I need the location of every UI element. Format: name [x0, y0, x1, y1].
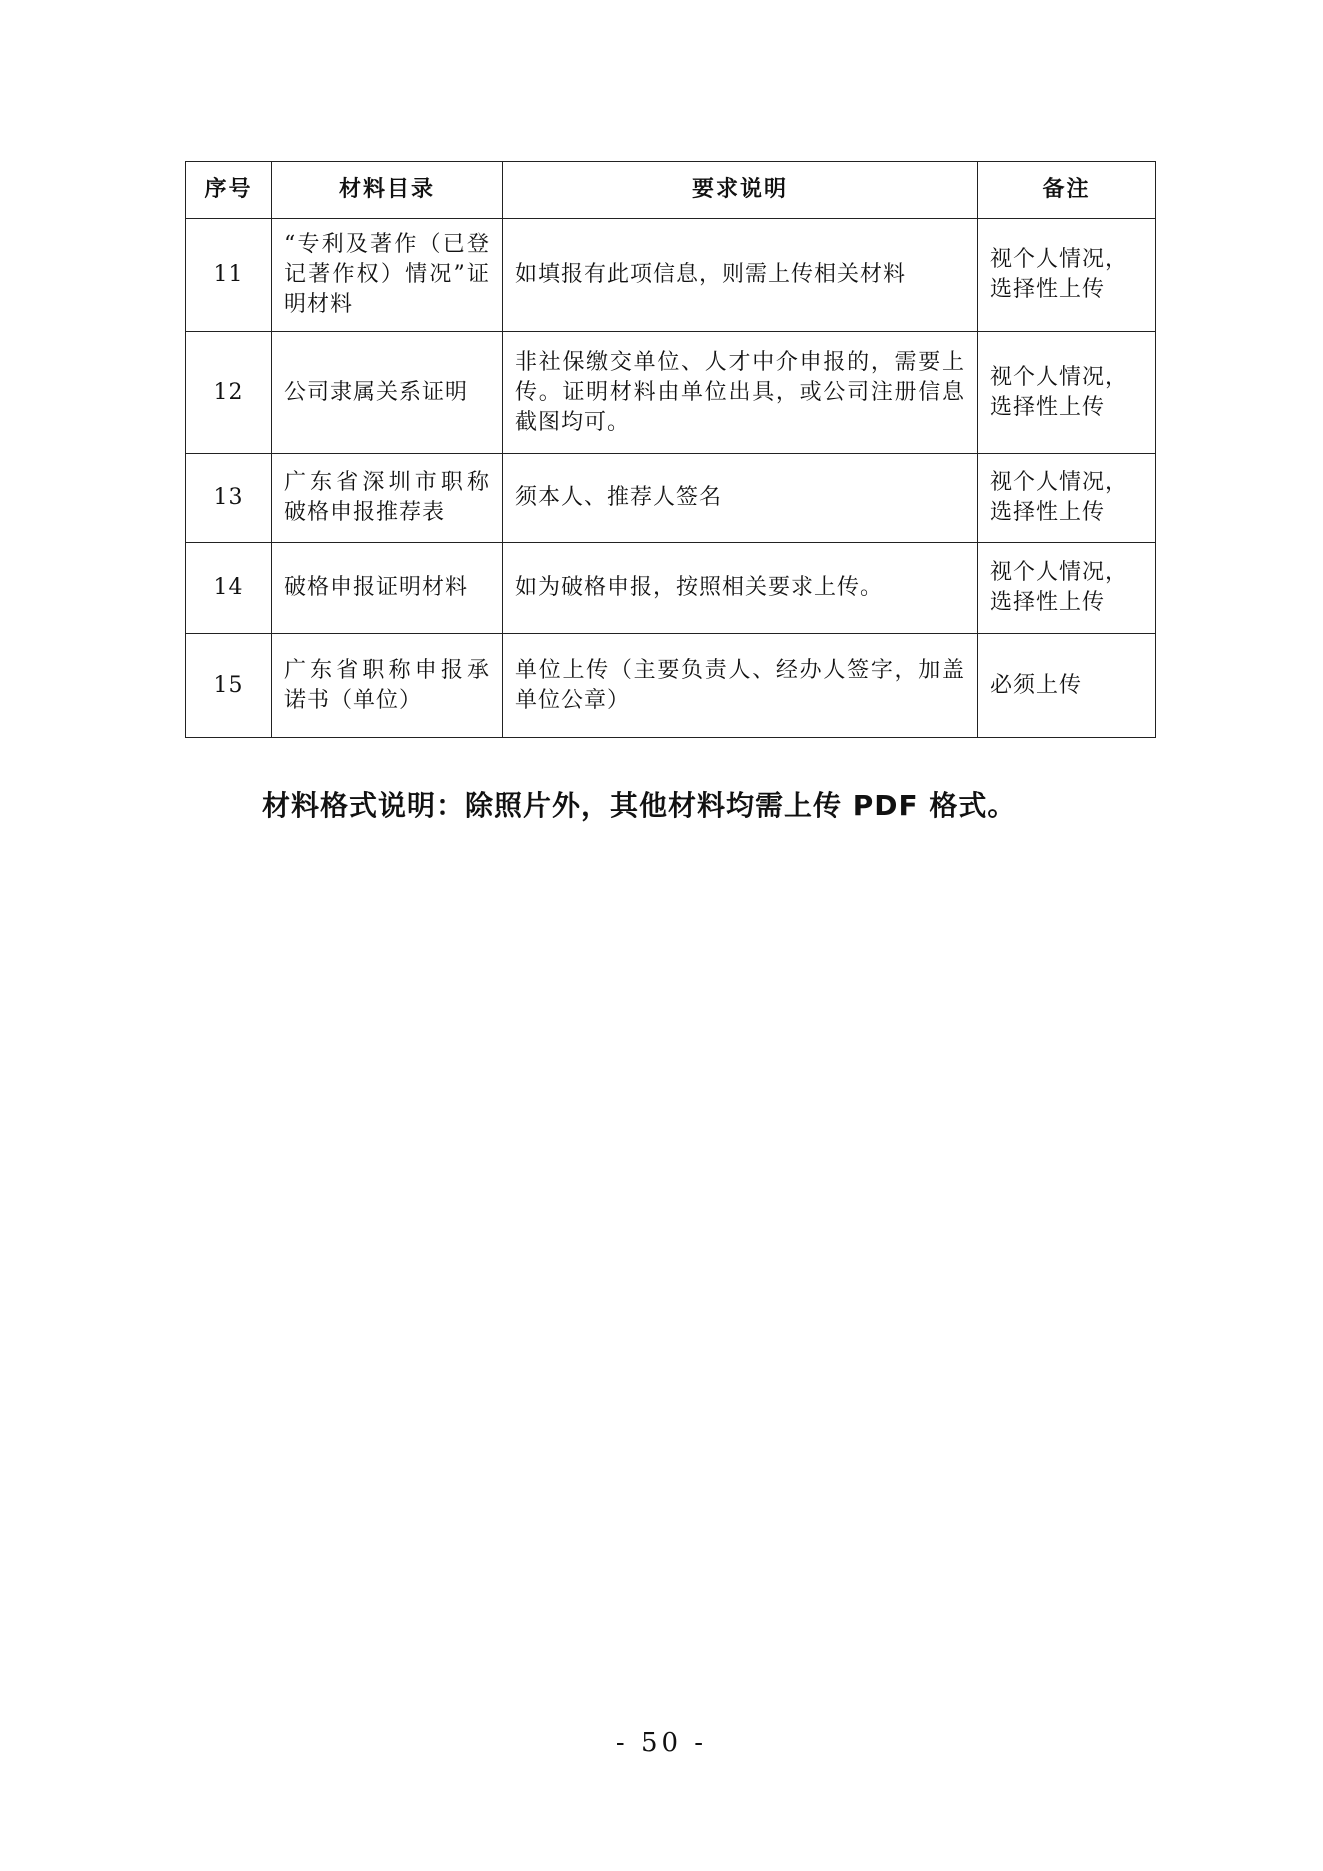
table-row — [186, 332, 1156, 454]
cell-desc: 非社保缴交单位、人才中介申报的，需要上传。证明材料由单位出具，或公司注册信息截图均可。 — [503, 332, 978, 454]
cell-note: 视个人情况，选择性上传 — [978, 543, 1156, 634]
page-number: - 50 - — [615, 1728, 708, 1758]
table-row — [186, 543, 1156, 634]
header-note: 备注 — [978, 162, 1156, 219]
cell-note: 视个人情况，选择性上传 — [978, 219, 1156, 332]
cell-desc: 如为破格申报，按照相关要求上传。 — [503, 543, 978, 634]
materials-table — [185, 161, 1156, 738]
cell-name: “专利及著作（已登记著作权）情况”证明材料 — [272, 219, 503, 332]
cell-note: 必须上传 — [978, 634, 1156, 738]
format-note: 材料格式说明：除照片外，其他材料均需上传 PDF 格式。 — [262, 789, 1017, 822]
cell-no: 11 — [186, 219, 272, 332]
table-row — [186, 634, 1156, 738]
header-no: 序号 — [186, 162, 272, 219]
cell-no: 12 — [186, 332, 272, 454]
cell-name: 公司隶属关系证明 — [272, 332, 503, 454]
cell-name: 广东省职称申报承诺书（单位） — [272, 634, 503, 738]
cell-name: 广东省深圳市职称破格申报推荐表 — [272, 454, 503, 543]
table-header-row — [186, 162, 1156, 219]
table-row — [186, 454, 1156, 543]
header-name: 材料目录 — [272, 162, 503, 219]
cell-name: 破格申报证明材料 — [272, 543, 503, 634]
cell-desc: 如填报有此项信息，则需上传相关材料 — [503, 219, 978, 332]
cell-no: 14 — [186, 543, 272, 634]
cell-note: 视个人情况，选择性上传 — [978, 332, 1156, 454]
cell-note: 视个人情况，选择性上传 — [978, 454, 1156, 543]
table-row — [186, 219, 1156, 332]
cell-desc: 单位上传（主要负责人、经办人签字，加盖单位公章） — [503, 634, 978, 738]
cell-desc: 须本人、推荐人签名 — [503, 454, 978, 543]
cell-no: 15 — [186, 634, 272, 738]
cell-no: 13 — [186, 454, 272, 543]
header-desc: 要求说明 — [503, 162, 978, 219]
